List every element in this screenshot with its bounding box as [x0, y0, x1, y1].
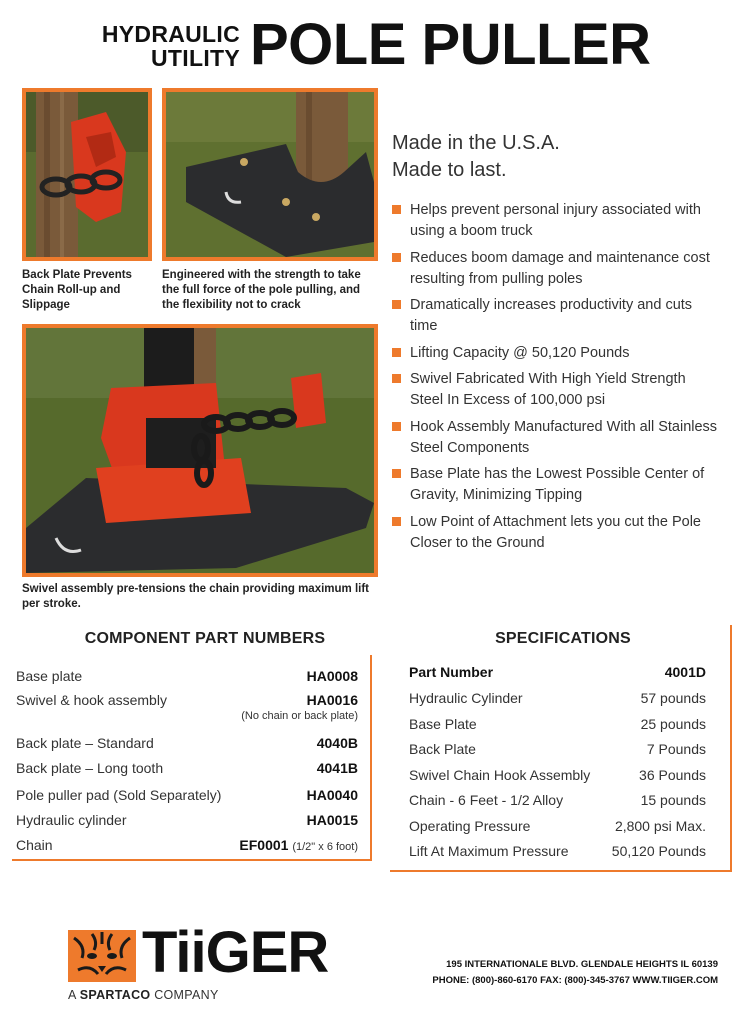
components-box	[12, 655, 372, 861]
bullet-square-icon	[392, 205, 401, 214]
address: 195 INTERNATIONALE BLVD. GLENDALE HEIGHTS IL 60139	[446, 959, 718, 970]
spec-label: Hydraulic Cylinder	[409, 690, 523, 706]
bullet-square-icon	[392, 422, 401, 431]
component-part-number-value: EF0001	[239, 837, 289, 853]
bullet-square-icon	[392, 374, 401, 383]
component-part-number	[239, 837, 358, 853]
component-label: Pole puller pad (Sold Separately)	[16, 787, 222, 803]
component-note: (1/2" x 6 foot)	[292, 841, 358, 853]
component-note: (No chain or back plate)	[241, 710, 358, 722]
spec-value: 25 pounds	[640, 716, 706, 732]
photo-back-plate	[22, 88, 152, 261]
company-suffix: COMPANY	[154, 988, 219, 1002]
specifications-title: SPECIFICATIONS	[495, 630, 631, 647]
spec-label: Base Plate	[409, 716, 477, 732]
feature-item: Reduces boom damage and maintenance cost resulting from pulling poles	[392, 248, 722, 290]
company-name: SPARTACO	[79, 988, 151, 1002]
company-prefix: A	[68, 988, 76, 1002]
bullet-square-icon	[392, 300, 401, 309]
feature-item: Helps prevent personal injury associated with using a boom truck	[392, 200, 722, 242]
spec-label: Swivel Chain Hook Assembly	[409, 767, 591, 783]
component-label: Swivel & hook assembly	[16, 692, 167, 708]
feature-item: Swivel Fabricated With High Yield Strength Steel In Excess of 100,000 psi	[392, 369, 722, 411]
bullet-square-icon	[392, 253, 401, 262]
component-label: Base plate	[16, 668, 83, 684]
tagline-line2: Made to last.	[392, 159, 507, 181]
caption-base-plate: Engineered with the strength to take the full force of the pole pulling, and the flexibility not to crack	[162, 269, 361, 311]
feature-item: Dramatically increases productivity and cuts time	[392, 295, 722, 337]
components-title: COMPONENT PART NUMBERS	[84, 630, 326, 647]
spec-value: 15 pounds	[640, 792, 706, 808]
bullet-square-icon	[392, 469, 401, 478]
spec-value: 57 pounds	[640, 690, 706, 706]
page-title: POLE PULLER	[250, 12, 651, 77]
spec-label: Lift At Maximum Pressure	[409, 843, 569, 859]
tiger-logo-icon	[68, 930, 136, 982]
feature-item: Lifting Capacity @ 50,120 Pounds	[392, 343, 722, 364]
spec-label: Part Number	[409, 664, 494, 680]
spec-value: 2,800 psi Max.	[614, 818, 706, 834]
feature-item: Low Point of Attachment lets you cut the Pole Closer to the Ground	[392, 512, 722, 554]
contact-info: PHONE: (800)-860-6170 FAX: (800)-345-3767 WWW.TIIGER.COM	[432, 975, 718, 986]
bullet-square-icon	[392, 348, 401, 357]
spec-label: Back Plate	[409, 741, 476, 757]
caption-back-plate: Back Plate Prevents Chain Roll-up and Slippage	[22, 269, 132, 311]
title-prefix-line1: HYDRAULIC	[101, 21, 240, 47]
spec-value: 7 Pounds	[646, 741, 706, 757]
component-part-number: 4040B	[316, 735, 358, 751]
title-prefix-line2: UTILITY	[151, 45, 240, 71]
spec-value: 50,120 Pounds	[611, 843, 706, 859]
contact-block	[396, 957, 718, 989]
component-part-number: HA0008	[306, 668, 358, 684]
photo-base-plate	[162, 88, 378, 261]
feature-item: Base Plate has the Lowest Possible Center of Gravity, Minimizing Tipping	[392, 464, 722, 506]
component-label: Back plate – Standard	[16, 735, 154, 751]
feature-list	[392, 200, 722, 559]
feature-item: Hook Assembly Manufactured With all Stainless Steel Components	[392, 417, 722, 459]
component-label: Hydraulic cylinder	[16, 812, 127, 828]
tagline-line1: Made in the U.S.A.	[392, 132, 560, 154]
component-label: Chain	[16, 837, 53, 853]
brand-name: TiiGER	[142, 920, 329, 985]
tagline	[392, 130, 560, 184]
component-part-number: HA0015	[306, 812, 358, 828]
bullet-square-icon	[392, 517, 401, 526]
spec-value: 4001D	[664, 664, 706, 680]
company-line	[68, 988, 219, 1002]
caption-swivel-assembly: Swivel assembly pre-tensions the chain providing maximum lift per stroke.	[22, 583, 370, 610]
spec-value: 36 Pounds	[639, 767, 706, 783]
title-prefix	[84, 22, 240, 70]
component-label: Back plate – Long tooth	[16, 760, 164, 776]
component-part-number: HA0016	[306, 692, 358, 708]
photo-swivel-assembly	[22, 324, 378, 577]
component-part-number: 4041B	[316, 760, 358, 776]
spec-label: Operating Pressure	[409, 818, 531, 834]
spec-label: Chain - 6 Feet - 1/2 Alloy	[409, 792, 564, 808]
component-part-number: HA0040	[306, 787, 358, 803]
